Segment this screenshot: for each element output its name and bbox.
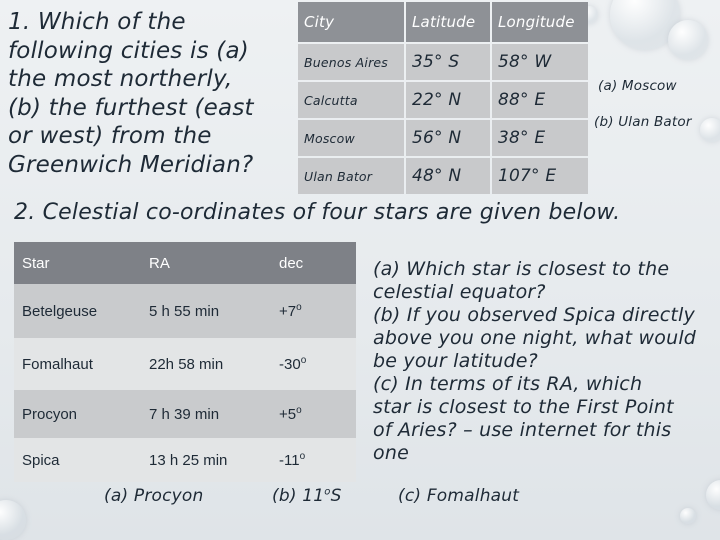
city-longitude: 58° W [492,44,588,80]
header-ra: RA [141,242,271,284]
city-row [298,82,588,118]
star-ra: 22h 58 min [141,338,271,390]
degree-sup: o [299,451,306,462]
star-name: Procyon [14,390,141,438]
question-2-text [373,258,718,465]
city-name: Buenos Aires [298,44,404,80]
star-name: Betelgeuse [14,284,141,338]
city-row [298,44,588,80]
star-dec-value: -30 [279,356,301,373]
city-name: Ulan Bator [298,158,404,194]
bubble-decoration [700,118,720,142]
header-longitude: Longitude [492,2,588,42]
star-ra: 5 h 55 min [141,284,271,338]
star-table [14,242,356,482]
star-row [14,390,356,438]
star-row [14,438,356,482]
bubble-decoration [668,20,708,60]
city-name: Moscow [298,120,404,156]
question-1-line: Greenwich Meridian? [8,151,254,178]
bubble-decoration [706,480,720,510]
star-name: Spica [14,438,141,482]
answer-2b-unit: S [330,486,342,506]
question-1-line: (b) the furthest (east [8,94,254,121]
header-dec: dec [271,242,356,284]
star-dec-value: +5 [279,406,297,423]
question-2-heading: 2. Celestial co-ordinates of four stars are given below. [14,200,621,225]
question-2-line: of Aries? – use internet for this [373,419,672,441]
question-2-line: (b) If you observed Spica directly [373,304,695,326]
answer-2a: (a) Procyon [104,486,204,506]
degree-sup: o [300,355,307,366]
city-longitude: 88° E [492,82,588,118]
city-longitude: 107° E [492,158,588,194]
star-dec [271,284,356,338]
city-table [296,0,590,196]
degree-sup: o [324,486,331,498]
question-2-line: one [373,442,409,464]
header-city: City [298,2,404,42]
question-2-line: be your latitude? [373,350,538,372]
city-longitude: 38° E [492,120,588,156]
star-dec [271,338,356,390]
city-table-header [298,2,588,42]
star-dec-value: +7 [279,303,297,320]
degree-sup: o [296,302,302,313]
bubble-decoration [0,500,26,540]
question-2-line: celestial equator? [373,281,546,303]
question-2-line: above you one night, what would [373,327,697,349]
answer-2b-value: (b) 11 [272,486,325,506]
question-1-line: or west) from the [8,123,212,149]
city-latitude: 35° S [406,44,490,80]
bubble-decoration [680,508,696,524]
question-2-line: (a) Which star is closest to the [373,258,670,280]
city-latitude: 48° N [406,158,490,194]
city-latitude: 56° N [406,120,490,156]
star-name: Fomalhaut [14,338,141,390]
answer-1a: (a) Moscow [598,78,677,94]
star-row [14,284,356,338]
question-1-line: 1. Which of the [8,9,186,35]
star-dec [271,438,356,482]
question-1-line: following cities is (a) [8,37,249,64]
answer-1b: (b) Ulan Bator [594,114,692,130]
degree-sup: o [296,405,302,416]
star-dec-value: -11 [279,452,300,469]
star-ra: 13 h 25 min [141,438,271,482]
question-1 [8,8,288,179]
header-latitude: Latitude [406,2,490,42]
city-row [298,120,588,156]
star-table-header [14,242,356,284]
star-row [14,338,356,390]
header-star: Star [14,242,141,284]
question-2-line: (c) In terms of its RA, which [373,373,643,395]
star-dec [271,390,356,438]
question-1-line: the most northerly, [8,66,233,92]
star-ra: 7 h 39 min [141,390,271,438]
question-2-line: star is closest to the First Point [373,396,674,418]
city-latitude: 22° N [406,82,490,118]
city-name: Calcutta [298,82,404,118]
answer-2c: (c) Fomalhaut [398,486,520,506]
city-row [298,158,588,194]
answer-2b [272,486,342,506]
